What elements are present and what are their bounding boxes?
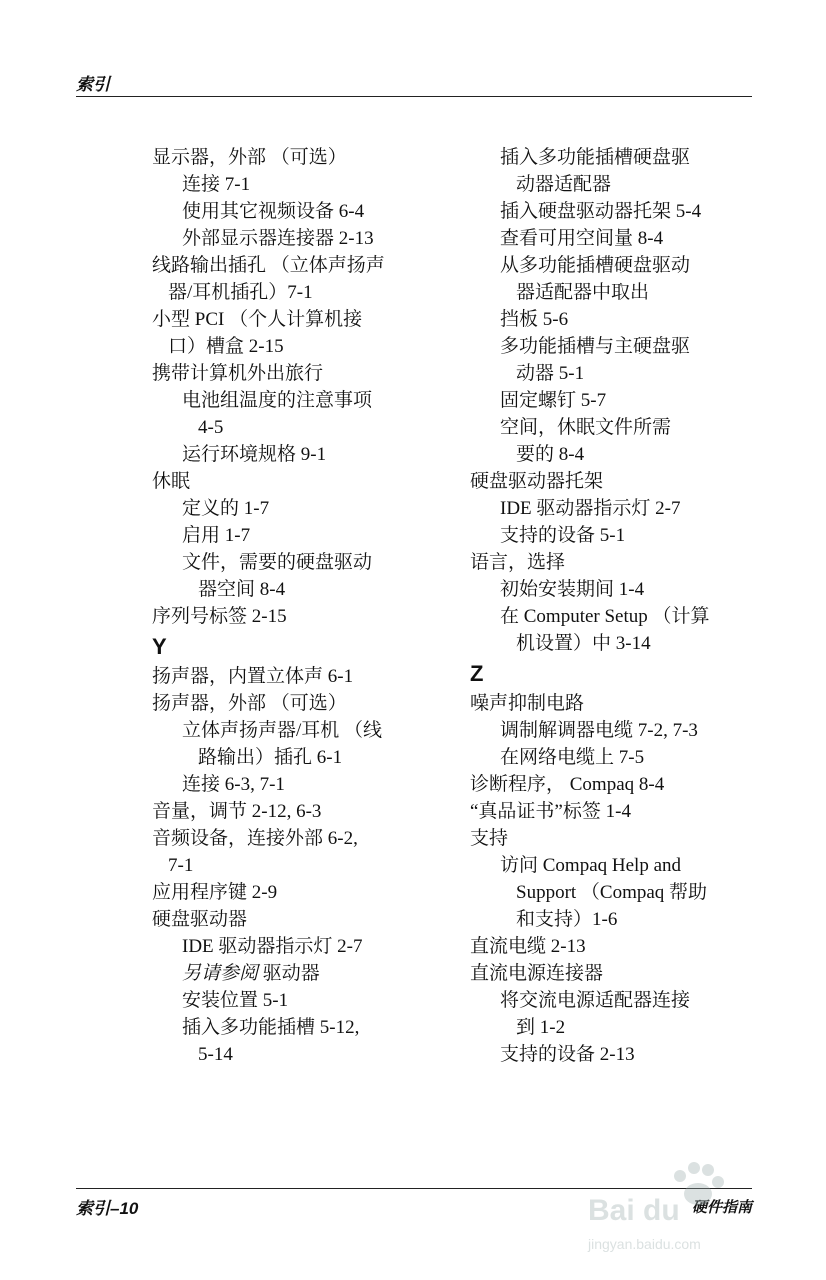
page-number: 索引–10 <box>76 1199 139 1218</box>
index-subentry: 挡板 5-6 <box>500 309 569 330</box>
index-subentry: 固定螺钉 5-7 <box>500 390 607 411</box>
index-subentry: 插入硬盘驱动器托架 5-4 <box>500 201 702 222</box>
index-entry: 语言，选择 <box>470 552 566 573</box>
index-entry: 直流电源连接器 <box>470 963 604 984</box>
index-entry: 支持 <box>470 828 509 849</box>
index-subentry: 支持的设备 2-13 <box>500 1044 635 1065</box>
index-subentry: 从多功能插槽硬盘驱动 <box>500 255 691 276</box>
see-also-target: 驱动器 <box>258 963 320 984</box>
index-entry: 7-1 <box>168 855 194 876</box>
index-entry: 扬声器，内置立体声 6-1 <box>152 666 354 687</box>
index-subentry: 启用 1-7 <box>182 525 251 546</box>
index-subentry: 到 1-2 <box>516 1017 566 1038</box>
index-subentry: 插入多功能插槽 5-12, <box>182 1017 360 1038</box>
index-entry: 直流电缆 2-13 <box>470 936 586 957</box>
index-subentry: 文件，需要的硬盘驱动 <box>182 552 373 573</box>
index-subentry: 连接 7-1 <box>182 174 251 195</box>
index-subentry: 访问 Compaq Help and <box>500 855 682 876</box>
index-subentry: 路输出）插孔 6-1 <box>198 747 343 768</box>
index-entry: 口）槽盒 2-15 <box>168 336 284 357</box>
watermark-url: jingyan.baidu.com <box>588 1236 701 1252</box>
index-subentry: 器空间 8-4 <box>198 579 286 600</box>
book-title: 硬件指南 <box>691 1200 752 1216</box>
index-entry: 显示器，外部 （可选） <box>152 147 347 168</box>
index-entry: 噪声抑制电路 <box>470 693 585 714</box>
running-header: 索引 <box>76 75 110 94</box>
index-subentry: 要的 8-4 <box>516 444 585 465</box>
index-subentry: 机设置）中 3-14 <box>516 633 651 654</box>
index-section-letter: Y <box>152 634 167 659</box>
index-entry: 音量，调节 2-12, 6-3 <box>152 801 322 822</box>
index-entry: “真品证书”标签 1-4 <box>470 801 631 822</box>
index-subentry: 多功能插槽与主硬盘驱 <box>500 336 691 357</box>
index-entry: 休眠 <box>152 471 191 492</box>
index-subentry: 调制解调器电缆 7-2, 7-3 <box>500 720 698 741</box>
index-subentry <box>152 960 452 987</box>
index-subentry: 定义的 1-7 <box>182 498 270 519</box>
index-subentry: IDE 驱动器指示灯 2-7 <box>500 498 681 519</box>
index-subentry: 空间，休眠文件所需 <box>500 417 672 438</box>
index-entry: 应用程序键 2-9 <box>152 882 278 903</box>
index-subentry: 外部显示器连接器 2-13 <box>182 228 374 249</box>
index-subentry: 动器适配器 <box>516 174 612 195</box>
index-subentry: 将交流电源适配器连接 <box>500 990 691 1011</box>
index-subentry: Support （Compaq 帮助 <box>516 882 708 903</box>
index-subentry: 查看可用空间量 8-4 <box>500 228 664 249</box>
index-column-left <box>152 144 452 1068</box>
index-subentry: 使用其它视频设备 6-4 <box>182 201 365 222</box>
index-entry: 携带计算机外出旅行 <box>152 363 324 384</box>
index-entry: 硬盘驱动器托架 <box>470 471 604 492</box>
index-subentry: 初始安装期间 1-4 <box>500 579 645 600</box>
watermark-logo <box>588 1160 788 1270</box>
index-subentry: 立体声扬声器/耳机 （线 <box>182 720 383 741</box>
index-subentry: 动器 5-1 <box>516 363 585 384</box>
index-column-right <box>470 144 770 1068</box>
index-subentry: 运行环境规格 9-1 <box>182 444 327 465</box>
index-section-letter: Z <box>470 661 484 686</box>
index-entry: 诊断程序， Compaq 8-4 <box>470 774 665 795</box>
see-also-label: 另请参阅 <box>182 963 259 984</box>
index-entry: 扬声器，外部 （可选） <box>152 693 347 714</box>
index-subentry: 支持的设备 5-1 <box>500 525 626 546</box>
index-entry: 线路输出插孔 （立体声扬声 <box>152 255 385 276</box>
header-rule <box>76 96 752 97</box>
index-subentry: 连接 6-3, 7-1 <box>182 774 285 795</box>
index-subentry: 插入多功能插槽硬盘驱 <box>500 147 691 168</box>
index-subentry: 在 Computer Setup （计算 <box>500 606 710 627</box>
index-entry: 器/耳机插孔）7-1 <box>168 282 313 303</box>
index-subentry: 4-5 <box>198 417 224 438</box>
index-subentry: 5-14 <box>198 1044 233 1065</box>
watermark-text: Bai du <box>588 1194 680 1227</box>
index-subentry: IDE 驱动器指示灯 2-7 <box>182 936 363 957</box>
index-subentry: 和支持）1-6 <box>516 909 618 930</box>
index-entry: 小型 PCI （个人计算机接 <box>152 309 363 330</box>
index-subentry: 电池组温度的注意事项 <box>182 390 373 411</box>
index-subentry: 器适配器中取出 <box>516 282 650 303</box>
index-subentry: 在网络电缆上 7-5 <box>500 747 645 768</box>
index-subentry: 安装位置 5-1 <box>182 990 289 1011</box>
index-entry: 硬盘驱动器 <box>152 909 248 930</box>
index-entry: 序列号标签 2-15 <box>152 606 287 627</box>
index-entry: 音频设备，连接外部 6-2, <box>152 828 358 849</box>
